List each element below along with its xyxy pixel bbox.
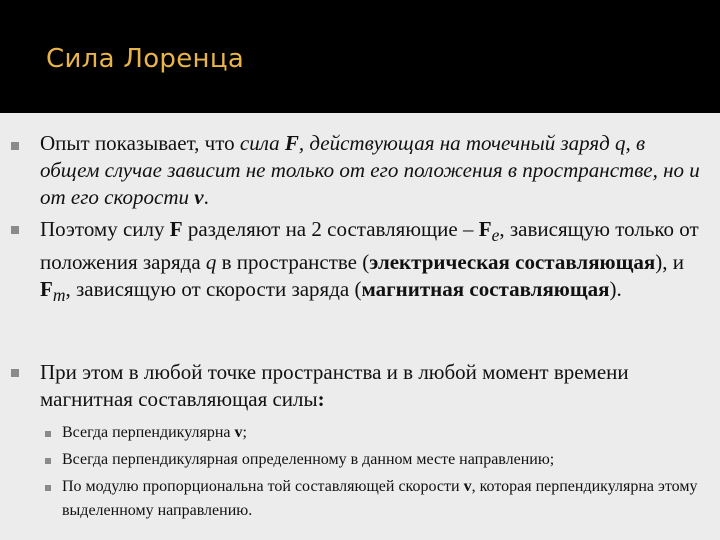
p2-text-f: , зависящую только от положения заряда bbox=[40, 217, 699, 275]
p2-text-j: ), и bbox=[655, 250, 684, 275]
p2-text-o: ). bbox=[609, 277, 622, 302]
p2-text-m: , зависящую от скорости заряда ( bbox=[65, 277, 362, 302]
p2-electric-component: электрическая составляющая bbox=[369, 250, 656, 275]
s2-text-a: Всегда перпендикулярная определенному в данном месте направлению; bbox=[62, 451, 555, 468]
s1-text-c: ; bbox=[242, 424, 247, 441]
sub-bullet-square-icon bbox=[45, 458, 51, 464]
p1-text-f: . bbox=[203, 185, 209, 209]
p1-text-b: сила bbox=[239, 131, 285, 155]
p2-text-c: разделяют на 2 составляющие – bbox=[182, 217, 479, 241]
paragraph-1 bbox=[40, 130, 708, 211]
sub-bullet-square-icon bbox=[45, 485, 51, 491]
sub-bullet-square-icon bbox=[45, 431, 51, 437]
p1-velocity-symbol: v bbox=[194, 185, 204, 209]
paragraph-3 bbox=[40, 359, 708, 413]
s3-velocity-symbol: v bbox=[463, 478, 472, 495]
p2-fm-subscript: m bbox=[52, 285, 66, 306]
p2-force-symbol: F bbox=[169, 217, 183, 241]
bullet-square-icon bbox=[11, 142, 19, 150]
p2-magnetic-component: магнитная составляющая bbox=[361, 277, 610, 302]
bullet-square-icon bbox=[11, 369, 19, 377]
slide-title: Сила Лоренца bbox=[46, 44, 245, 74]
title-bar bbox=[0, 0, 720, 112]
p2-fe-subscript: e bbox=[491, 225, 500, 246]
slide-content bbox=[0, 113, 720, 540]
s1-velocity-symbol: v bbox=[234, 424, 243, 441]
s1-text-a: Всегда перпендикулярна bbox=[62, 424, 235, 441]
p1-text-d: , действующая на точечный заряд q, в общем случае зависит не только от его положения в пространстве, но и от его скорости bbox=[40, 131, 700, 209]
bullet-square-icon bbox=[11, 226, 19, 234]
p2-fm-symbol: F bbox=[40, 277, 53, 302]
sub-item-3 bbox=[62, 475, 702, 523]
p3-colon: : bbox=[317, 387, 325, 411]
p1-force-symbol: F bbox=[284, 131, 299, 155]
sub-item-2 bbox=[62, 448, 702, 472]
sub-item-1 bbox=[62, 421, 702, 445]
p2-charge-symbol: q bbox=[205, 250, 217, 275]
p2-fe-symbol: F bbox=[478, 217, 492, 241]
p2-text-a: Поэтому силу bbox=[40, 217, 170, 241]
paragraph-2 bbox=[40, 216, 708, 309]
p3-text-a: При этом в любой точке пространства и в любой момент времени магнитная составляющая силы bbox=[40, 360, 629, 411]
p1-text-a: Опыт показывает, что bbox=[40, 131, 240, 155]
p2-text-h: в пространстве ( bbox=[216, 250, 370, 275]
s3-text-a: По модулю пропорциональна той составляющей скорости bbox=[62, 478, 464, 495]
s3-text-c: , которая перпендикулярна этому выделенному направлению. bbox=[62, 478, 698, 519]
